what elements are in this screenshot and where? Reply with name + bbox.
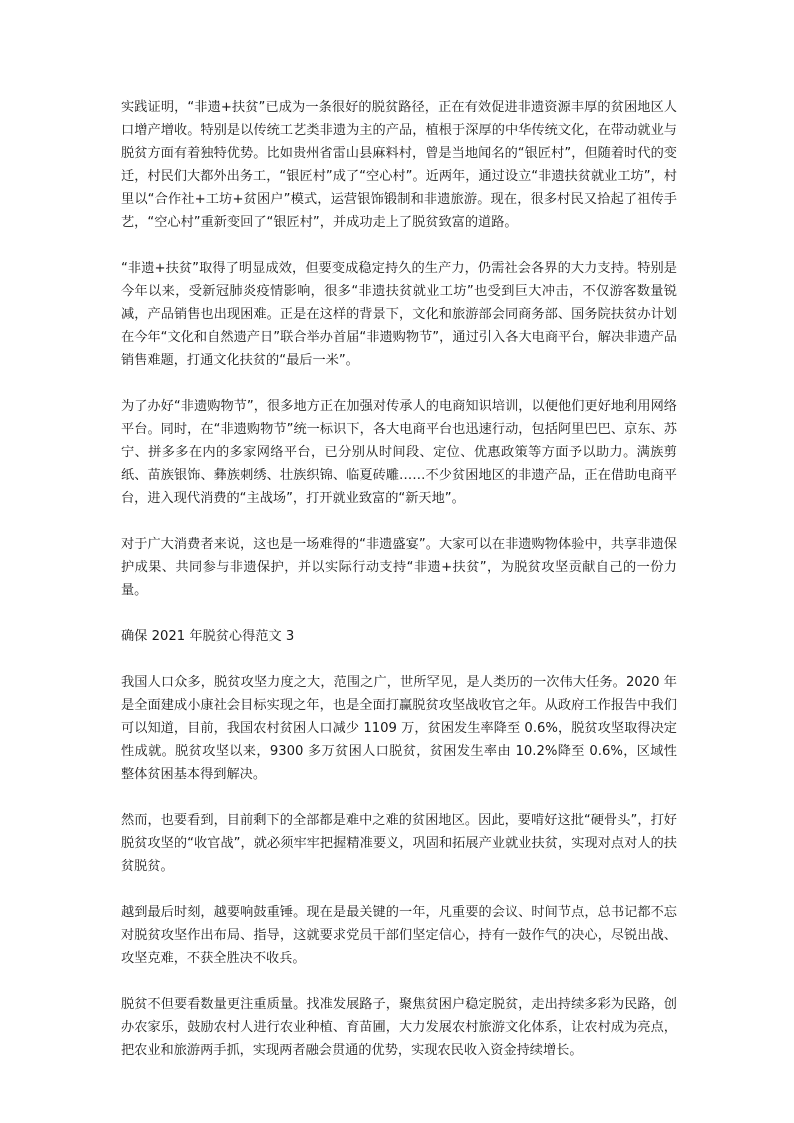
body-paragraph: 脱贫不但要看数量更注重质量。找准发展路子，聚焦贫困户稳定脱贫，走出持续多彩为民路，创办农家乐，鼓励农村人进行农业种植、育苗圃，大力发展农村旅游文化体系，让农村成为亮点，把农业和旅游两手抓，实现两者融会贯通的优势，实现农民收入资金持续增长。 [121,997,677,1058]
body-paragraph: “非遗+扶贫”取得了明显成效，但要变成稳定持久的生产力，仍需社会各界的大力支持。特别是今年以来，受新冠肺炎疫情影响，很多“非遗扶贫就业工坊”也受到巨大冲击，不仅游客数量锐减，产品销售也出现困难。正是在这样的背景下，文化和旅游部会同商务部、国务院扶贫办计划在今年“文化和自然遗产日”联合举办首届“非遗购物节”，通过引入各大电商平台，解决非遗产品销售难题，打通文化扶贫的“最后一米”。 [121,261,677,368]
body-paragraph: 对于广大消费者来说，这也是一场难得的“非遗盛宴”。大家可以在非遗购物体验中，共享非遗保护成果、共同参与非遗保护，并以实际行动支持“非遗+扶贫”，为脱贫攻坚贡献自己的一份力量。 [121,537,677,598]
body-paragraph: 然而，也要看到，目前剩下的全部都是难中之难的贫困地区。因此，要啃好这批“硬骨头”，打好脱贫攻坚的“收官战”，就必须牢牢把握精准要义，巩固和拓展产业就业扶贫，实现对点对人的扶贫脱贫。 [121,813,677,874]
section-heading: 确保 2021 年脱贫心得范文 3 [121,629,295,644]
body-paragraph: 为了办好“非遗购物节”，很多地方正在加强对传承人的电商知识培训，以便他们更好地利用网络平台。同时，在“非遗购物节”统一标识下，各大电商平台也迅速行动，包括阿里巴巴、京东、苏宁、拼多多在内的多家网络平台，已分别从时间段、定位、优惠政策等方面予以助力。满族剪纸、苗族银饰、彝族刺绣、壮族织锦、临夏砖雕……不少贫困地区的非遗产品，正在借助电商平台，进入现代消费的“主战场”，打开就业致富的“新天地”。 [121,399,677,506]
body-paragraph: 越到最后时刻，越要响鼓重锤。现在是最关键的一年，凡重要的会议、时间节点，总书记都不忘对脱贫攻坚作出布局、指导，这就要求党员干部们坚定信心，持有一鼓作气的决心，尽锐出战、攻坚克难，不获全胜决不收兵。 [121,905,677,966]
body-paragraph: 实践证明，“非遗+扶贫”已成为一条很好的脱贫路径，正在有效促进非遗资源丰厚的贫困地区人口增产增收。特别是以传统工艺类非遗为主的产品，植根于深厚的中华传统文化，在带动就业与脱贫方面有着独特优势。比如贵州省雷山县麻料村，曾是当地闻名的“银匠村”，但随着时代的变迁，村民们大都外出务工，“银匠村”成了“空心村”。近两年，通过设立“非遗扶贫就业工坊”，村里以“合作社+工坊+贫困户”模式，运营银饰锻制和非遗旅游。现在，很多村民又拾起了祖传手艺，“空心村”重新变回了“银匠村”，并成功走上了脱贫致富的道路。 [121,100,677,230]
body-paragraph: 我国人口众多，脱贫攻坚力度之大，范围之广，世所罕见，是人类历的一次伟大任务。2020 年是全面建成小康社会目标实现之年，也是全面打赢脱贫攻坚战收官之年。从政府工作报告中我们可以知道，目前，我国农村贫困人口减少 1109 万，贫困发生率降至 0.6%，脱贫攻坚取得决定性成就。脱贫攻坚以来，9300 多万贫困人口脱贫，贫困发生率由 10.2%降至 0.6%，区域性整体贫困基本得到解决。 [121,675,677,782]
document-page [121,96,677,1085]
